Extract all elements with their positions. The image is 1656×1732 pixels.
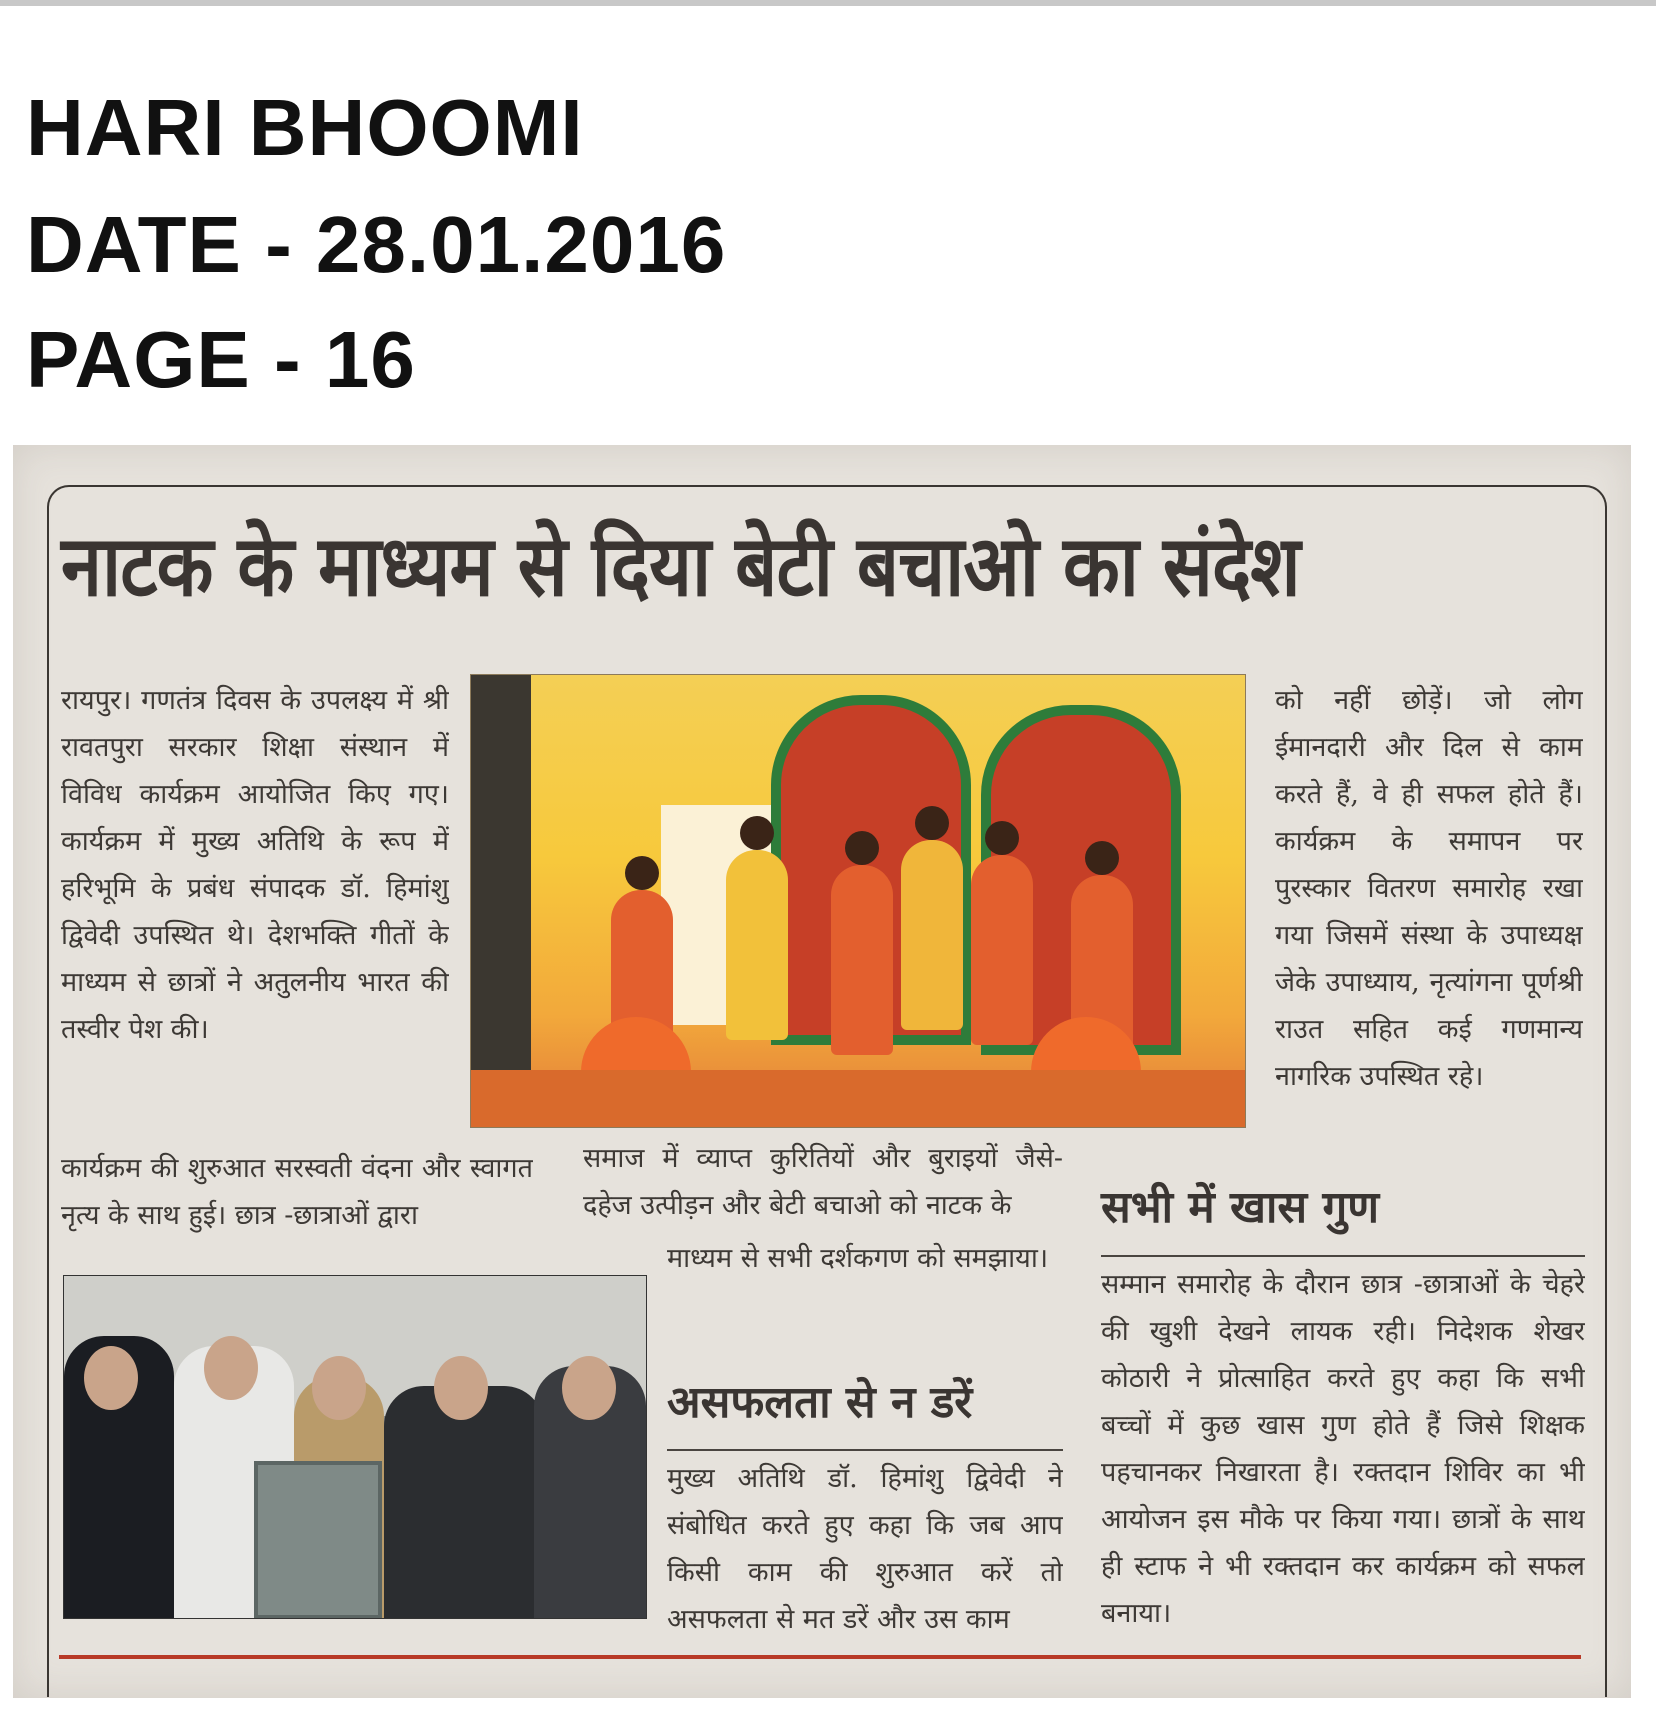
subhead-failure-rule xyxy=(667,1449,1063,1451)
dancer xyxy=(901,840,963,1030)
chair xyxy=(254,1461,382,1619)
opening-paragraph: कार्यक्रम की शुरुआत सरस्वती वंदना और स्वागत नृत्य के साथ हुई। छात्र -छात्राओं द्वारा xyxy=(61,1153,533,1231)
dance-performance-photo xyxy=(470,674,1246,1128)
guest xyxy=(384,1386,544,1619)
subhead-failure: असफलता से न डरें xyxy=(667,1377,973,1428)
chief-guests-photo xyxy=(63,1275,647,1619)
stage-floor xyxy=(471,1070,1245,1127)
right-column xyxy=(1275,677,1583,1097)
guest xyxy=(64,1336,174,1619)
subhead-quality: सभी में खास गुण xyxy=(1101,1182,1380,1233)
newspaper-clipping xyxy=(13,445,1631,1698)
bottom-rule xyxy=(59,1655,1581,1659)
article-headline: नाटक के माध्यम से दिया बेटी बचाओ का संदेश xyxy=(61,517,1300,615)
date-line: DATE - 28.01.2016 xyxy=(26,200,727,289)
quality-text xyxy=(1101,1261,1585,1641)
right-paragraph: को नहीं छोड़ें। जो लोग ईमानदारी और दिल से काम करते हैं, वे ही सफल होते हैं। कार्यक्रम के समापन पर पुरस्कार वितरण समारोह रखा गया जिसमें संस्था के उपाध्यक्ष जेके उपाध्याय, नृत्यांगना पूर्णश्री राउत सहित कई गणमान्य नागरिक उपस्थित रहे। xyxy=(1275,685,1583,1092)
quality-paragraph: सम्मान समारोह के दौरान छात्र -छात्राओं के चेहरे की खुशी देखने लायक रही। निदेशक शेखर कोठारी ने प्रोत्साहित करते हुए कहा कि सभी बच्चों में कुछ खास गुण होते हैं जिसे शिक्षक पहचानकर निखारता है। रक्तदान शिविर का भी आयोजन इस मौके पर किया गया। छात्रों के साथ ही स्टाफ ने भी रक्तदान कर कार्यक्रम को सफल बनाया। xyxy=(1101,1269,1585,1629)
left-lower-text xyxy=(61,1145,533,1245)
page-line: PAGE - 16 xyxy=(26,315,416,404)
failure-paragraph: मुख्य अतिथि डॉ. हिमांशु द्विवेदी ने संबोधित करते हुए कहा कि जब आप किसी काम की शुरुआत करें तो असफलता से मत डरें और उस काम xyxy=(667,1463,1063,1635)
social-evils-paragraph: समाज में व्याप्त कुरितियों और बुराइयों जैसे- दहेज उत्पीड़न और बेटी बचाओ को नाटक के xyxy=(583,1143,1063,1221)
newspaper-name: HARI BHOOMI xyxy=(26,83,584,172)
dancer xyxy=(726,850,788,1040)
middle-continued-text xyxy=(667,1235,1063,1335)
photo-wall xyxy=(471,675,531,1127)
guest xyxy=(534,1366,646,1619)
dancer xyxy=(971,855,1033,1045)
dancer xyxy=(831,865,893,1055)
top-border xyxy=(0,0,1656,6)
middle-top-text xyxy=(583,1135,1063,1235)
subhead-quality-rule xyxy=(1101,1255,1585,1257)
left-column xyxy=(61,677,449,1112)
intro-paragraph: रायपुर। गणतंत्र दिवस के उपलक्ष्य में श्री रावतपुरा सरकार शिक्षा संस्थान में विविध कार्यक्रम आयोजित किए गए। कार्यक्रम में मुख्य अतिथि के रूप में हरिभूमि के प्रबंध संपादक डॉ. हिमांशु द्विवेदी उपस्थित थे। देशभक्ति गीतों के माध्यम से छात्रों ने अतुलनीय भारत की तस्वीर पेश की। xyxy=(61,685,449,1045)
failure-text xyxy=(667,1455,1063,1650)
social-evils-continued: माध्यम से सभी दर्शकगण को समझाया। xyxy=(667,1243,1049,1274)
